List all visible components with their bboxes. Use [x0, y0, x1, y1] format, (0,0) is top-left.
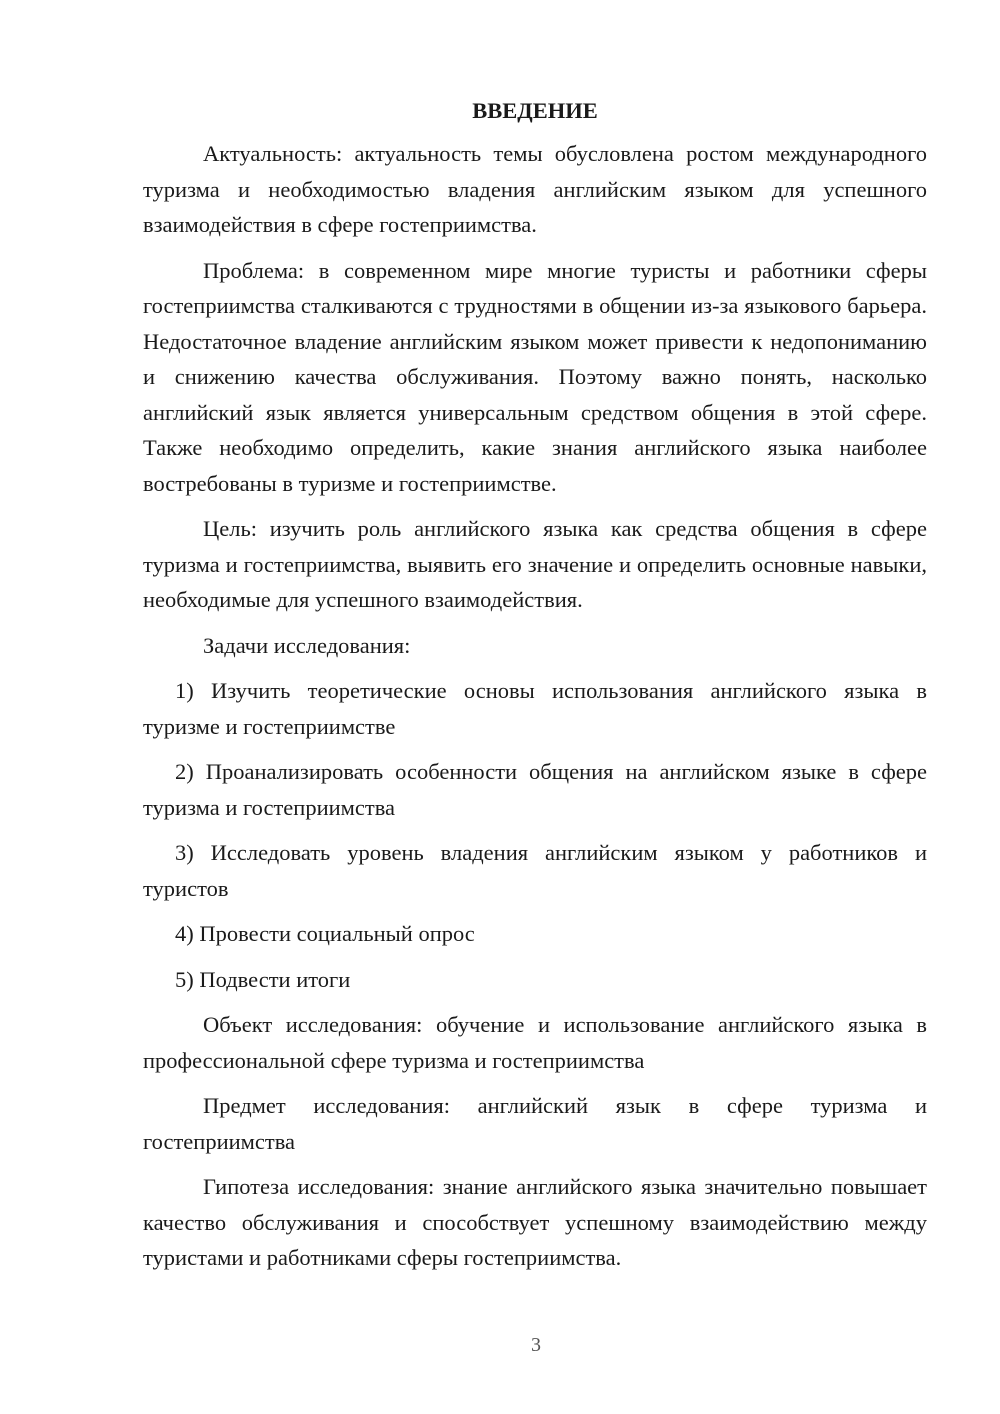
list-item: 4) Провести социальный опрос	[175, 921, 475, 946]
tasks-heading: Задачи исследования:	[203, 632, 411, 658]
list-item: 5) Подвести итоги	[175, 966, 351, 992]
object-paragraph: Объект исследования: обучение и использование английского языка в профессиональной сфере туризма и гостеприимства	[143, 1012, 927, 1073]
list-item: 1) Изучить теоретические основы использования английского языка в туризме и гостеприимстве	[143, 678, 927, 739]
relevance-paragraph: Актуальность: актуальность темы обусловлена ростом международного туризма и необходимостью владения английским языком для успешного взаимодействия в сфере гостеприимства.	[143, 141, 927, 237]
list-item: 2) Проанализировать особенности общения на английском языке в сфере туризма и гостеприимства	[143, 759, 927, 820]
subject-paragraph: Предмет исследования: английский язык в сфере туризма и гостеприимства	[143, 1093, 927, 1154]
problem-paragraph: Проблема: в современном мире многие туристы и работники сферы гостеприимства сталкиваются с трудностями в общении из-за языкового барьера. Недостаточное владение английским языком может привести к недопониманию и снижению качества обслуживания. Поэтому важно понять, насколько английский язык является универсальным средством общения в этой сфере. Также необходимо определить, какие знания английского языка наиболее востребованы в туризме и гостеприимстве.	[143, 257, 927, 496]
page-title: ВВЕДЕНИЕ	[472, 98, 598, 123]
tasks-list	[143, 673, 927, 997]
hypothesis-paragraph: Гипотеза исследования: знание английского языка значительно повышает качество обслуживания и способствует успешному взаимодействию между туристами и работниками сферы гостеприимства.	[143, 1174, 927, 1270]
goal-paragraph: Цель: изучить роль английского языка как средства общения в сфере туризма и гостеприимства, выявить его значение и определить основные навыки, необходимые для успешного взаимодействия.	[143, 516, 927, 612]
list-item: 3) Исследовать уровень владения английским языком у работников и туристов	[143, 840, 927, 901]
page-content	[143, 96, 927, 1286]
page-number: 3	[531, 1334, 541, 1356]
